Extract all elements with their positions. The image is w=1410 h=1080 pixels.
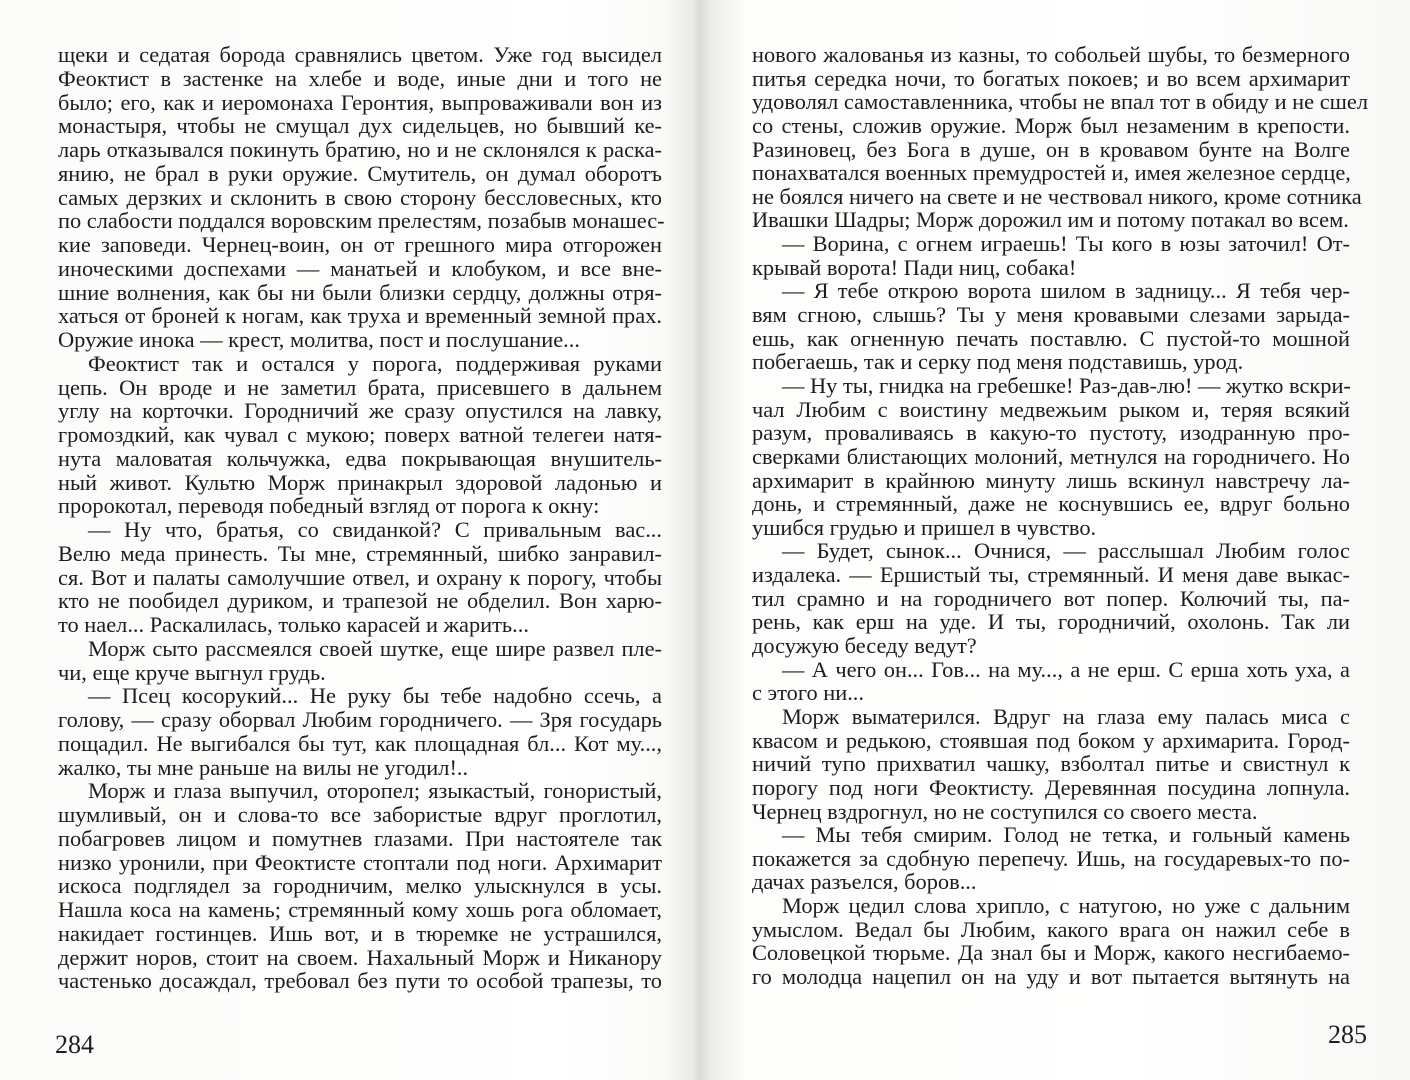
text-line: ся. Вот и палаты самолучшие отвел, и охрану к порогу, чтобы xyxy=(58,564,662,590)
left-page-text xyxy=(58,42,665,994)
text-line: ушибся грудью и пришел в чувство. xyxy=(752,514,1097,540)
text-line: Ивашки Шадры; Морж дорожил им и потому потакал во всем. xyxy=(752,207,1349,233)
text-line: ничий тупо прихватил чашку, взболтал питье и свистнул к xyxy=(752,751,1350,777)
page-number-right: 285 xyxy=(1328,1020,1367,1049)
text-line: громоздкий, как чувал с мукою; поверх ватной телегеи натя- xyxy=(58,422,662,447)
text-line: дачах разъелся, боров... xyxy=(752,869,977,895)
text-line: досужую беседу ведут? xyxy=(752,633,977,659)
text-line: по слабости поддался воровским прелестям, позабыв монашес- xyxy=(58,208,665,234)
text-line: низко уронили, при Феоктисте стоптали под ноги. Архимарит xyxy=(58,849,662,875)
text-line: Велю меда принесть. Ты мне, стремянный, шибко занравил- xyxy=(58,540,662,566)
text-line: крывай ворота! Пади ниц, собака! xyxy=(752,254,1077,280)
text-line: тил срамно и на городничего вот попер. Колючий ты, па- xyxy=(752,585,1350,611)
text-line: самых дерзких и склонить в свою сторону бессловесных, кто xyxy=(58,184,662,210)
text-line: покажется за сдобную перепечу. Ишь, на государевых-то по- xyxy=(752,845,1350,871)
text-line: держит норов, стоит на своем. Нахальный Морж и Никанору xyxy=(58,944,662,970)
text-line: Морж цедил слова хрипло, с натугою, но уже с дальним xyxy=(782,893,1350,919)
text-line: ный живот. Культю Морж принакрыл здоровой ладонью и xyxy=(58,469,662,495)
text-line: — Будет, сынок... Очнися, — расслышал Любим голос xyxy=(782,538,1350,564)
text-line: Феоктист так и остался у порога, поддерживая руками xyxy=(88,350,662,376)
text-line: — А чего он... Гов... на му..., а не ерш. С ерша хоть уха, а xyxy=(782,656,1350,682)
text-line: накидает гостинцев. Ишь вот, и в тюремке не устрашился, xyxy=(58,920,662,946)
text-line: жалко, ты мне раньше на вилы не угодил!.. xyxy=(58,754,469,780)
text-line: с этого ни... xyxy=(752,680,865,706)
text-line: — Я тебе открою ворота шилом в задницу... Я тебя чер- xyxy=(782,278,1350,304)
text-line: побагровев лицом и помутнев глазами. При настоятеле так xyxy=(58,825,662,851)
text-line: со стены, сложив оружие. Морж был незаменим в крепости. xyxy=(752,112,1350,138)
text-line: Разиновец, без Бога в душе, он в кровавом бунте на Волге xyxy=(752,136,1350,162)
text-line: побегаешь, так и серку под меня подставишь, урод. xyxy=(752,349,1244,375)
text-line: пророкотал, переводя победный взгляд от порога к окну: xyxy=(58,493,600,519)
text-line: Оружие инока — крест, молитва, пост и послушание... xyxy=(58,327,580,352)
text-line: цепь. Он вроде и не заметил брата, присевшего в дальнем xyxy=(58,374,662,400)
text-line: шумливый, он и слова-то все забористые вдруг проглотил, xyxy=(58,802,662,827)
text-line: Соловецкой тюрьме. Да знал бы и Морж, какого несгибаемо- xyxy=(752,940,1350,966)
text-line: кие заповеди. Чернец-воин, он от грешного мира отгорожен xyxy=(58,232,662,257)
text-line: Феоктист в застенке на хлебе и воде, иные дни и того не xyxy=(58,65,662,91)
text-line: Морж выматерился. Вдруг на глаза ему палась миса с xyxy=(782,703,1350,729)
text-line: не боялся ничего на свете и не чествовал никого, кроме сотника xyxy=(752,183,1362,209)
text-line: было; его, как и иеромонаха Геронтия, выпроваживали вон из xyxy=(58,89,662,115)
text-line: чи, еще круче выгнул грудь. xyxy=(58,659,326,685)
text-line: иноческими доспехами — манатьей и клобуком, и все вне- xyxy=(58,255,662,281)
text-line: пощадил. Не выгибался бы тут, как площадная бл... Кот му..., xyxy=(58,730,662,756)
text-line: монастыря, чтобы не смущал дух сидельцев, но бывший ке- xyxy=(58,113,662,139)
text-line: углу на корточки. Городничий же сразу опустился на лавку, xyxy=(58,398,662,424)
text-line: — Псец косорукий... Не руку бы тебе надобно ссечь, а xyxy=(88,683,662,709)
text-line: искоса подглядел за городничим, мелко улыскнулся в усы. xyxy=(58,873,662,899)
text-line: — Мы тебя смирим. Голод не тетка, и гольный камень xyxy=(782,822,1350,848)
text-line: Морж и глаза выпучил, оторопел; языкастый, гонористый, xyxy=(88,778,662,804)
text-line: умыслом. Ведал бы Любим, какого врага он нажил себе в xyxy=(752,916,1350,942)
text-line: сверками блистающих молоний, метнулся на городничего. Но xyxy=(752,443,1350,469)
text-line: шние волнения, как бы ни были близки сердцу, должны отря- xyxy=(58,279,662,305)
text-line: чал Любим с воистину медвежьим рыком и, теряя всякий xyxy=(752,396,1350,422)
page-number-left: 284 xyxy=(55,1030,94,1059)
text-line: — Ну что, братья, со свиданкой? С привальным вас... xyxy=(88,517,662,542)
text-line: то наел... Раскалилась, только карасей и жарить... xyxy=(58,612,529,637)
text-line: хаться от броней к ногам, как труха и временный земной прах. xyxy=(58,303,662,329)
text-line: издалека. — Ершистый ты, стремянный. И меня даве выкас- xyxy=(752,562,1350,588)
text-line: донь, и стремянный, даже не коснувшись ее, вдруг больно xyxy=(752,491,1350,517)
text-line: янию, не брал в руки оружие. Смутитель, он думал оборотъ xyxy=(58,160,662,186)
text-line: удоволял самоставленника, чтобы не впал тот в обиду и не сшел xyxy=(752,89,1368,115)
text-line: — Ворина, с огнем играешь! Ты кого в юзы заточил! От- xyxy=(782,231,1350,257)
text-line: кто не пообидел дуриком, и трапезой не обделил. Вон харю- xyxy=(58,588,662,614)
text-line: питья середка ночи, то богатых покоев; и во всем архимарит xyxy=(752,65,1350,91)
text-line: го молодца нацепил он на уду и вот пытается вытянуть на xyxy=(752,963,1350,989)
text-line: Морж сыто рассмеялся своей шутке, еще шире развел пле- xyxy=(88,635,662,661)
right-page-text xyxy=(752,42,1368,989)
text-line: порогу под ноги Феоктисту. Деревянная посудина лопнула. xyxy=(752,774,1350,800)
text-line: — Ну ты, гнидка на гребешке! Раз-дав-лю! — жутко вскри- xyxy=(782,372,1351,398)
text-line: нового жалованья из казны, то собольей шубы, то безмерного xyxy=(752,42,1350,67)
text-line: щеки и седатая борода сравнялись цветом. Уже год высидел xyxy=(58,42,662,67)
text-line: рень, как ерш на уде. И ты, городничий, охолонь. Так ли xyxy=(752,609,1350,635)
text-line: Нашла коса на камень; стремянный кому хошь рога обломает, xyxy=(58,897,662,922)
text-line: Чернец вздрогнул, но не соступился со своего места. xyxy=(752,798,1258,824)
text-line: вям сгною, слышь? Ты у меня кровавыми слезами зарыда- xyxy=(752,302,1350,328)
text-line: ларь отказывался покинуть братию, но и не склонялся к раска- xyxy=(58,137,662,162)
text-line: частенько досаждал, требовал без пути то особой трапезы, то xyxy=(58,968,662,994)
text-line: нута маловатая кольчужка, едва покрывающая внушитель- xyxy=(58,445,662,471)
text-line: ешь, как огненную печать поставлю. С пустой-то мошной xyxy=(752,325,1350,351)
text-line: архимарит в крайнюю минуту лишь вскинул навстречу ла- xyxy=(752,467,1350,493)
text-line: квасом и редькою, стоявшая под боком у архимарита. Город- xyxy=(752,727,1350,753)
text-line: голову, — сразу оборвал Любим городничего. — Зря государь xyxy=(58,707,662,732)
text-line: разум, проваливаясь в какую-то пустоту, изодранную про- xyxy=(752,420,1350,446)
text-line: понахватался военных премудростей и, имея железное сердце, xyxy=(752,160,1351,186)
